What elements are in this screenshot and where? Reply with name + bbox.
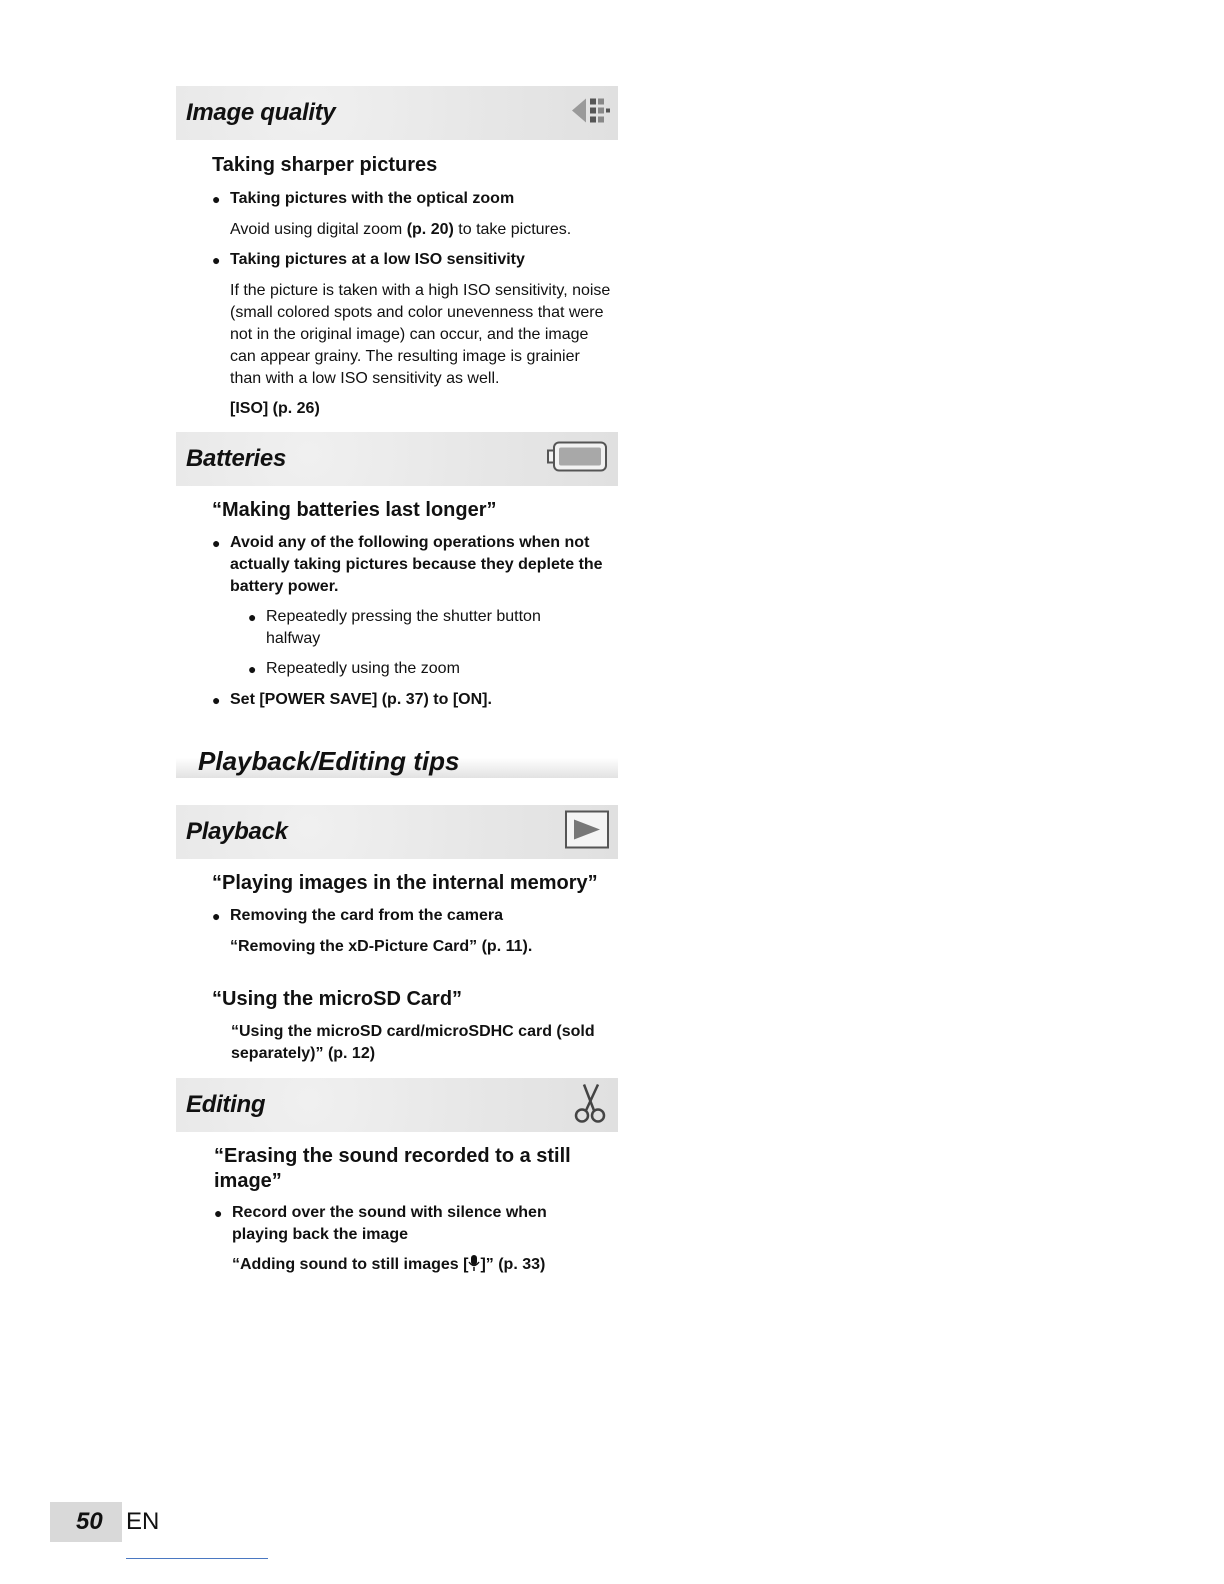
editing-subheading: “Erasing the sound recorded to a still image” — [214, 1145, 571, 1192]
playback-icon — [564, 810, 610, 855]
playback-subheading-internal: “Playing images in the internal memory” — [212, 872, 598, 894]
shutter-halfway-bullet: ● Repeatedly pressing the shutter button halfway — [248, 606, 576, 650]
iso-page-ref: [ISO] (p. 26) — [230, 400, 320, 417]
editing-header — [176, 1078, 618, 1132]
low-iso-text: If the picture is taken with a high ISO sensitivity, noise (small colored spots and color unevenness that were not in the original image) can occur, and the image can appear grainy. The resulting image is grainier than with a low ISO sensitivity as well. — [230, 282, 611, 387]
page-number: 50 — [76, 1508, 103, 1535]
microphone-icon — [468, 1255, 480, 1271]
optical-zoom-text: Avoid using digital zoom (p. 20) to take pictures. — [230, 221, 572, 238]
remove-card-bullet: ● Removing the card from the camera — [212, 905, 640, 927]
editing-title: Editing — [186, 1091, 266, 1118]
optical-zoom-page-ref: (p. 20) — [406, 221, 454, 238]
image-quality-header — [176, 86, 618, 140]
remove-card-ref: “Removing the xD-Picture Card” (p. 11). — [230, 938, 533, 955]
playback-subheading-microsd: “Using the microSD Card” — [212, 988, 463, 1010]
playback-header — [176, 805, 618, 859]
language-label: EN — [126, 1508, 160, 1535]
battery-icon — [546, 439, 610, 480]
footer-rule — [126, 1558, 268, 1559]
page-number-box — [50, 1502, 122, 1542]
image-quality-icon — [566, 89, 610, 138]
batteries-subheading: “Making batteries last longer” — [212, 499, 497, 521]
playback-title: Playback — [186, 818, 288, 845]
playback-editing-section-banner — [176, 744, 618, 778]
image-quality-title: Image quality — [186, 99, 336, 126]
record-silence-bullet: ● Record over the sound with silence when playing back the image — [214, 1202, 602, 1246]
section-title: Playback/Editing tips — [198, 746, 460, 776]
power-save-bullet: ● Set [POWER SAVE] (p. 37) to [ON]. — [212, 689, 640, 711]
low-iso-bullet: ● Taking pictures at a low ISO sensitivity — [212, 249, 640, 271]
zoom-bullet: ● Repeatedly using the zoom — [248, 658, 626, 680]
microsd-ref: “Using the microSD card/microSDHC card (sold separately)” (p. 12) — [231, 1023, 595, 1062]
batteries-title: Batteries — [186, 445, 287, 472]
optical-zoom-bullet: ● Taking pictures with the optical zoom — [212, 188, 640, 210]
adding-sound-ref: “Adding sound to still images [ ]” (p. 33) — [232, 1256, 546, 1273]
image-quality-subheading: Taking sharper pictures — [212, 154, 438, 176]
batteries-header — [176, 432, 618, 486]
scissors-icon — [570, 1081, 610, 1130]
avoid-operations-bullet: ● Avoid any of the following operations when not actually taking pictures because they deplete the battery power. — [212, 532, 640, 598]
